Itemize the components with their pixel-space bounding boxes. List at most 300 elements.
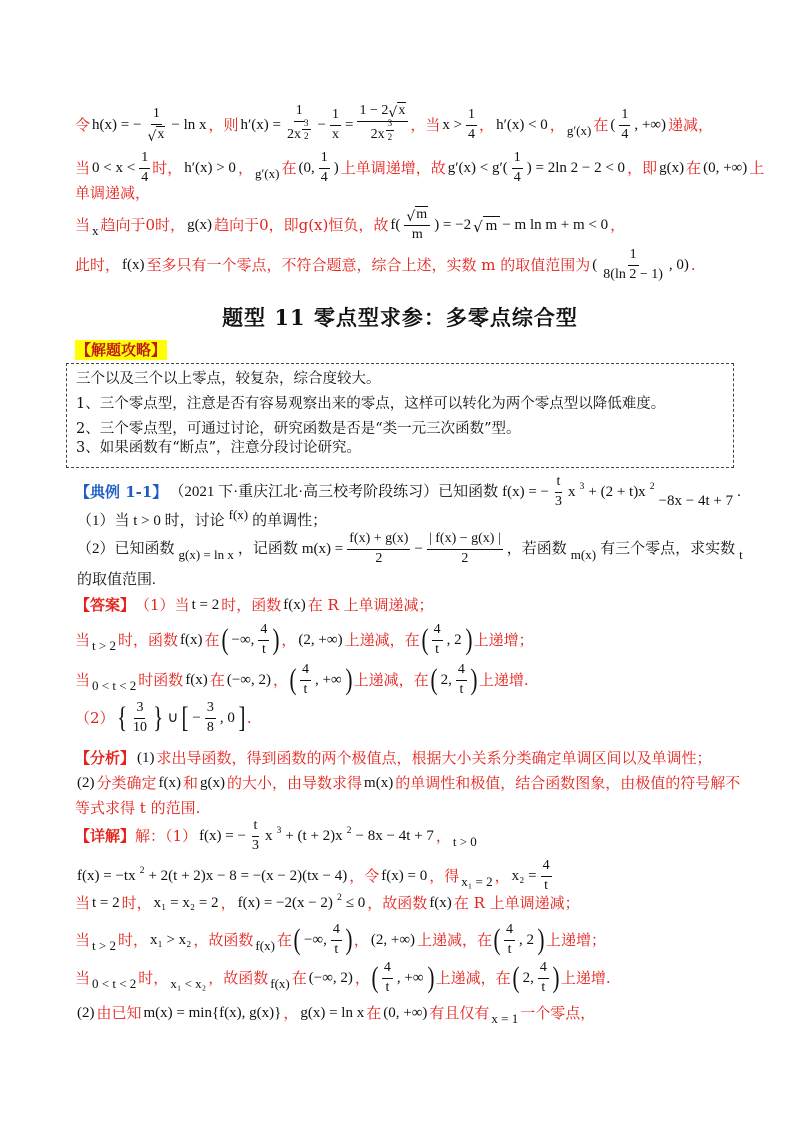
fraction-numerator: [302, 118, 311, 131]
text-run: 2: [139, 864, 145, 876]
text-run: (2): [77, 775, 95, 791]
strategy-line: 三个以及三个以上零点，较复杂，综合度较大。: [76, 371, 381, 387]
text-run: 1 − 2: [359, 102, 389, 118]
fraction: [145, 106, 167, 144]
fraction: [382, 960, 393, 997]
bracket: ): [465, 623, 473, 656]
text-run: , 2: [446, 632, 462, 648]
text-run: g′(x) < g′(: [447, 160, 508, 176]
text-run: x: [264, 828, 273, 844]
text-run: 分类确定: [96, 774, 157, 792]
fraction-numerator: [456, 662, 467, 681]
superscript: [385, 118, 396, 143]
fraction: [386, 118, 395, 143]
text-run: 在 R 上单调递减；: [453, 894, 580, 912]
text-run: (: [592, 257, 598, 273]
text-run: 4: [468, 126, 476, 142]
text-run: 1: [513, 149, 521, 165]
text-run: 有且仅有: [429, 1004, 490, 1022]
solution-line: [75, 205, 625, 245]
answer-line: [75, 698, 252, 738]
text-run: f(x): [255, 938, 275, 954]
text-run: f(x) = −: [199, 828, 246, 844]
fraction-numerator: [541, 858, 552, 877]
text-run: t > 2: [92, 638, 116, 654]
text-run: 【详解】: [75, 827, 136, 845]
text-run: t: [303, 681, 308, 697]
text-run: 2,: [522, 970, 534, 986]
fraction-numerator: [139, 150, 150, 169]
text-run: (1): [137, 750, 155, 766]
text-run: f(x) = −2(x − 2): [237, 895, 333, 911]
text-run: 【分析】: [75, 749, 136, 767]
text-run: t = 2: [92, 895, 120, 911]
text-run: f(x): [122, 257, 145, 273]
text-run: 3: [387, 118, 393, 128]
fraction: [331, 922, 342, 959]
text-run: 上递减，在: [417, 931, 493, 949]
fraction: [619, 107, 630, 144]
square-root: [473, 216, 500, 235]
superscript: [648, 481, 657, 493]
text-run: 当: [75, 931, 91, 949]
fraction-denominator: [302, 681, 310, 699]
fraction-numerator: [432, 622, 443, 641]
fraction-numerator: [205, 700, 216, 719]
text-run: 时，: [117, 931, 148, 949]
bracket: ): [537, 923, 545, 956]
text-run: ，: [549, 116, 565, 134]
text-run: m: [411, 227, 423, 242]
text-run: 上递增；: [473, 631, 534, 649]
text-run: 在: [281, 159, 297, 177]
fraction-numerator: [357, 102, 408, 122]
text-run: 4: [260, 621, 268, 637]
text-run: x₁ > x₂: [149, 932, 192, 948]
text-run: −: [317, 117, 327, 133]
text-run: ，令: [349, 867, 380, 885]
text-run: 4: [513, 169, 521, 185]
text-run: 3: [136, 699, 144, 715]
text-run: 上递减，在: [353, 671, 429, 689]
square-root: [147, 126, 165, 144]
fraction-numerator: [151, 106, 162, 125]
text-run: 3: [579, 480, 585, 492]
text-run: x: [567, 484, 576, 500]
text-run: t: [541, 979, 546, 995]
text-run: f(x) = −tx: [77, 868, 136, 884]
text-run: (−∞, 2): [308, 970, 353, 986]
text-run: t: [253, 817, 258, 833]
text-run: t: [435, 641, 440, 657]
text-run: ，当: [410, 116, 441, 134]
fraction: [131, 700, 149, 737]
text-run: 当: [75, 969, 91, 987]
fraction-numerator: [331, 922, 342, 941]
text-run: 当: [75, 671, 91, 689]
fraction: [404, 206, 430, 244]
answer-line: [75, 660, 529, 700]
text-run: 有三个零点，求实数: [600, 541, 736, 557]
text-run: ，: [283, 1004, 299, 1022]
text-run: m(x) =: [301, 541, 344, 557]
text-run: f(x): [179, 632, 203, 648]
fraction-denominator: [332, 941, 340, 959]
text-run: 0 < t < 2: [92, 976, 137, 992]
text-run: ，故函数: [208, 969, 269, 987]
text-run: ，即: [627, 159, 658, 177]
fraction-numerator: [619, 107, 630, 126]
text-run: f(x) = −: [502, 484, 549, 500]
text-run: 趋向于0，即g(x)恒负，故: [214, 216, 389, 234]
bracket: ): [470, 663, 478, 696]
text-run: m(x) = min{f(x), g(x)}: [143, 1005, 282, 1021]
text-run: m(x): [364, 775, 394, 791]
fraction-denominator: [506, 941, 514, 959]
text-run: √ m: [416, 207, 428, 223]
text-run: √ x: [398, 103, 406, 119]
text-run: h′(x) < 0: [496, 117, 548, 133]
text-run: 3: [276, 824, 282, 836]
detail-line: [75, 958, 611, 998]
text-run: 时函数: [138, 671, 184, 689]
text-run: −: [192, 710, 201, 726]
fraction-numerator: [258, 622, 269, 641]
superscript: [138, 865, 147, 877]
fraction: [302, 118, 311, 143]
text-run: 【答案】: [75, 596, 136, 614]
fraction-denominator: [319, 169, 330, 187]
text-run: ，则: [208, 116, 239, 134]
text-run: （2021 下·重庆江北·高三校考阶段练习）已知函数: [169, 484, 499, 500]
text-run: 2: [375, 550, 383, 566]
text-run: 1: [621, 106, 629, 122]
detail-line: [75, 816, 479, 856]
text-run: , +∞: [315, 672, 342, 688]
text-run: 在 R 上单调递减；: [307, 596, 434, 614]
bracket: ): [552, 961, 560, 994]
fraction: [285, 103, 314, 148]
text-run: 2: [461, 550, 469, 566]
text-run: 上递减，在: [435, 969, 511, 987]
text-run: 1: [332, 106, 340, 122]
fraction-numerator: [466, 107, 477, 126]
text-run: （1）当: [135, 596, 190, 614]
text-run: t: [385, 979, 390, 995]
bracket: (: [421, 623, 429, 656]
fraction-numerator: [386, 118, 395, 131]
bracket: ): [345, 923, 353, 956]
text-run: , 2: [519, 932, 535, 948]
text-run: 单调递减，: [75, 184, 151, 202]
text-run: (0, +∞): [383, 1005, 428, 1021]
fraction: [205, 700, 216, 737]
text-run: f(x): [283, 597, 306, 613]
text-run: f(x): [429, 895, 452, 911]
text-run: 3: [251, 837, 259, 853]
text-run: 上递增.: [478, 671, 529, 689]
text-run: 1: [295, 102, 303, 118]
fraction-numerator: [555, 474, 563, 493]
text-run: （1）当 t > 0 时，讨论: [77, 513, 225, 529]
fraction-numerator: [504, 922, 515, 941]
bracket: (: [289, 663, 297, 696]
fraction: [456, 662, 467, 699]
text-run: 1: [141, 149, 149, 165]
fraction-denominator: [459, 550, 470, 568]
text-run: 当: [75, 894, 91, 912]
text-run: 由已知: [96, 1004, 142, 1022]
text-run: f(x): [185, 672, 208, 688]
text-run: −: [414, 541, 423, 557]
text-run: , +∞): [634, 117, 666, 133]
detail-line: [75, 883, 580, 923]
text-run: h(x) = −: [92, 117, 142, 133]
text-run: f(x) + g(x): [349, 530, 409, 546]
text-run: 在: [366, 1004, 382, 1022]
text-run: 2,: [440, 672, 452, 688]
fraction-denominator: [553, 493, 564, 511]
fraction: [601, 247, 665, 284]
bracket: ): [345, 663, 353, 696]
text-run: 当: [75, 216, 91, 234]
fraction-numerator: [404, 206, 430, 226]
fraction-denominator: [386, 131, 395, 143]
text-run: t: [544, 877, 548, 893]
text-run: t: [261, 641, 266, 657]
text-run: 的单调性和极值，结合函数图象，由极值的符号解不: [395, 774, 741, 792]
text-run: + (2 + t)x: [588, 484, 646, 500]
radicand: [156, 126, 165, 144]
text-run: , 0: [219, 710, 235, 726]
fraction-numerator: [628, 247, 639, 266]
fraction-numerator: [382, 960, 393, 979]
text-run: （2）已知函数: [77, 541, 175, 557]
fraction-numerator: [252, 818, 260, 837]
text-run: 的单调性；: [252, 513, 328, 529]
fraction-numerator: [512, 150, 523, 169]
text-run: x₂ =: [511, 868, 537, 884]
fraction-numerator: [538, 960, 549, 979]
section-title: 题型 11 零点型求参：多零点综合型: [222, 305, 578, 330]
text-run: (−∞, 2): [226, 672, 271, 688]
text-run: + (t + 2)x: [285, 828, 343, 844]
text-run: x₁ = 2: [461, 874, 493, 890]
text-run: x = 1: [491, 1011, 519, 1027]
radicand: [397, 102, 406, 120]
fraction-numerator: [319, 150, 330, 169]
text-run: 4: [539, 959, 547, 975]
text-run: 时，: [138, 969, 169, 987]
text-run: (0, +∞): [703, 160, 748, 176]
text-run: 0 < t < 2: [92, 678, 137, 694]
text-run: ，: [220, 894, 236, 912]
fraction: [258, 622, 269, 659]
text-run: + 2(t + 2)x − 8 = −(x − 2)(tx − 4): [148, 868, 348, 884]
bracket: {: [116, 701, 127, 734]
text-run: ，记函数: [237, 541, 298, 557]
text-run: g(x) = ln x: [178, 547, 234, 563]
text-run: x: [92, 223, 99, 239]
text-run: g(x): [659, 160, 685, 176]
bracket: ): [427, 961, 435, 994]
fraction: [347, 531, 410, 568]
text-run: 上递增.: [560, 969, 611, 987]
fraction: [330, 107, 341, 144]
text-run: x >: [442, 117, 463, 133]
text-run: ≤ 0: [345, 895, 366, 911]
fraction-denominator: [285, 117, 314, 148]
fraction-denominator: [260, 641, 268, 659]
fraction: [319, 150, 330, 187]
square-root: [406, 206, 428, 224]
fraction-denominator: [601, 266, 665, 284]
fraction-denominator: [131, 719, 149, 737]
detail-line: [75, 993, 595, 1033]
text-run: ，: [237, 159, 253, 177]
text-run: g′(x): [566, 123, 592, 139]
text-run: 上递增；: [546, 931, 607, 949]
text-run: 1: [468, 106, 476, 122]
text-run: 的大小，由导数求得: [227, 774, 363, 792]
fraction-denominator: [466, 126, 477, 144]
text-run: f(x): [270, 976, 290, 992]
example-line: [75, 529, 745, 569]
text-run: −∞,: [303, 932, 327, 948]
text-run: 解：（1）: [135, 827, 198, 845]
text-run: 2: [346, 824, 352, 836]
text-run: 4: [302, 661, 309, 677]
fraction-denominator: [410, 226, 425, 244]
text-run: 2x: [370, 127, 385, 142]
fraction: [357, 102, 408, 148]
text-run: ，: [281, 631, 297, 649]
text-run: g′(x): [254, 166, 280, 182]
bracket: (: [293, 923, 301, 956]
text-run: t = 2: [191, 597, 220, 613]
text-run: x₁ = x₂ = 2: [153, 895, 219, 911]
strategy-line: 1、三个零点型，注意是否有容易观察出来的零点，这样可以转化为两个零点型以降低难度。: [76, 396, 666, 412]
text-run: 时，函数: [117, 631, 178, 649]
text-run: 2: [649, 480, 655, 492]
text-run: t: [507, 941, 512, 957]
text-run: ) = −2: [434, 217, 472, 233]
text-run: 令: [75, 116, 91, 134]
text-run: 4: [621, 126, 629, 142]
text-run: f(: [390, 217, 401, 233]
fraction-numerator: [300, 662, 311, 681]
strategy-box: [66, 363, 734, 468]
text-run: 4: [433, 621, 441, 637]
text-run: ，: [435, 827, 451, 845]
fraction: [538, 960, 549, 997]
text-run: √ x: [157, 127, 165, 142]
text-run: 上: [749, 159, 765, 177]
text-run: t: [739, 547, 743, 563]
text-run: f(x) = 0: [381, 868, 428, 884]
text-run: 此时，: [75, 256, 121, 274]
text-run: g(x) = ln x: [300, 1005, 365, 1021]
superscript: [301, 118, 312, 143]
fraction-numerator: [330, 107, 341, 126]
text-run: t: [334, 941, 339, 957]
text-run: 【典例 1-1】: [75, 483, 168, 501]
text-run: , 0): [668, 257, 689, 273]
text-run: ，: [610, 216, 626, 234]
fraction-denominator: [330, 126, 341, 144]
superscript: [274, 825, 283, 837]
text-run: 4: [383, 959, 391, 975]
text-run: 在: [686, 159, 702, 177]
text-run: ，: [494, 867, 510, 885]
text-run: 一个零点，: [520, 1004, 596, 1022]
bracket: (: [512, 961, 520, 994]
text-run: − 8x − 4t + 7: [355, 828, 434, 844]
fraction-denominator: [302, 130, 311, 142]
text-run: g(x): [187, 217, 213, 233]
text-run: (2, +∞): [370, 932, 416, 948]
text-run: 4: [332, 921, 340, 937]
text-run: （2）: [75, 709, 115, 727]
text-run: g(x): [200, 775, 226, 791]
bracket: (: [371, 961, 379, 994]
text-run: √ m: [485, 217, 498, 234]
text-run: 上单调递增，故: [340, 159, 446, 177]
fraction: [250, 818, 261, 855]
text-run: ∪: [167, 710, 179, 726]
text-run: ) = 2ln 2 − 2 < 0: [526, 160, 626, 176]
text-run: ，: [353, 931, 369, 949]
text-run: 递减，: [668, 116, 714, 134]
bracket: ]: [238, 701, 246, 734]
text-run: h′(x) =: [240, 117, 281, 133]
text-run: t: [459, 681, 464, 697]
text-run: 时，函数: [221, 596, 282, 614]
bracket: (: [221, 623, 228, 656]
text-run: 在: [291, 969, 307, 987]
fraction-denominator: [205, 719, 216, 737]
text-run: 3: [304, 117, 309, 128]
text-run: 在: [209, 671, 225, 689]
bracket: ): [272, 623, 280, 656]
text-run: 2: [387, 131, 393, 142]
text-run: ，: [479, 116, 495, 134]
text-run: | f(x) − g(x) |: [428, 530, 501, 546]
fraction: [504, 922, 515, 959]
text-run: (2): [77, 1005, 95, 1021]
text-run: 8: [206, 719, 214, 735]
superscript: [335, 892, 344, 904]
text-run: 4: [320, 169, 328, 185]
text-run: 的取值范围.: [77, 572, 156, 588]
radicand: [415, 206, 428, 224]
fraction-denominator: [619, 126, 630, 144]
solution-line: [75, 148, 764, 188]
fraction-numerator: [134, 700, 145, 719]
text-run: m(x): [570, 547, 597, 563]
text-run: 当: [75, 631, 91, 649]
text-run: −8x − 4t + 7: [658, 493, 734, 509]
text-run: t: [556, 473, 561, 489]
text-run: 在: [276, 931, 292, 949]
text-run: 4: [542, 857, 550, 873]
text-run: 8(ln 2 − 1): [603, 266, 663, 282]
text-run: ，若函数: [506, 541, 567, 557]
text-run: 在: [593, 116, 609, 134]
superscript: [345, 825, 354, 837]
text-run: f(x): [228, 507, 249, 523]
text-run: x: [332, 126, 340, 142]
